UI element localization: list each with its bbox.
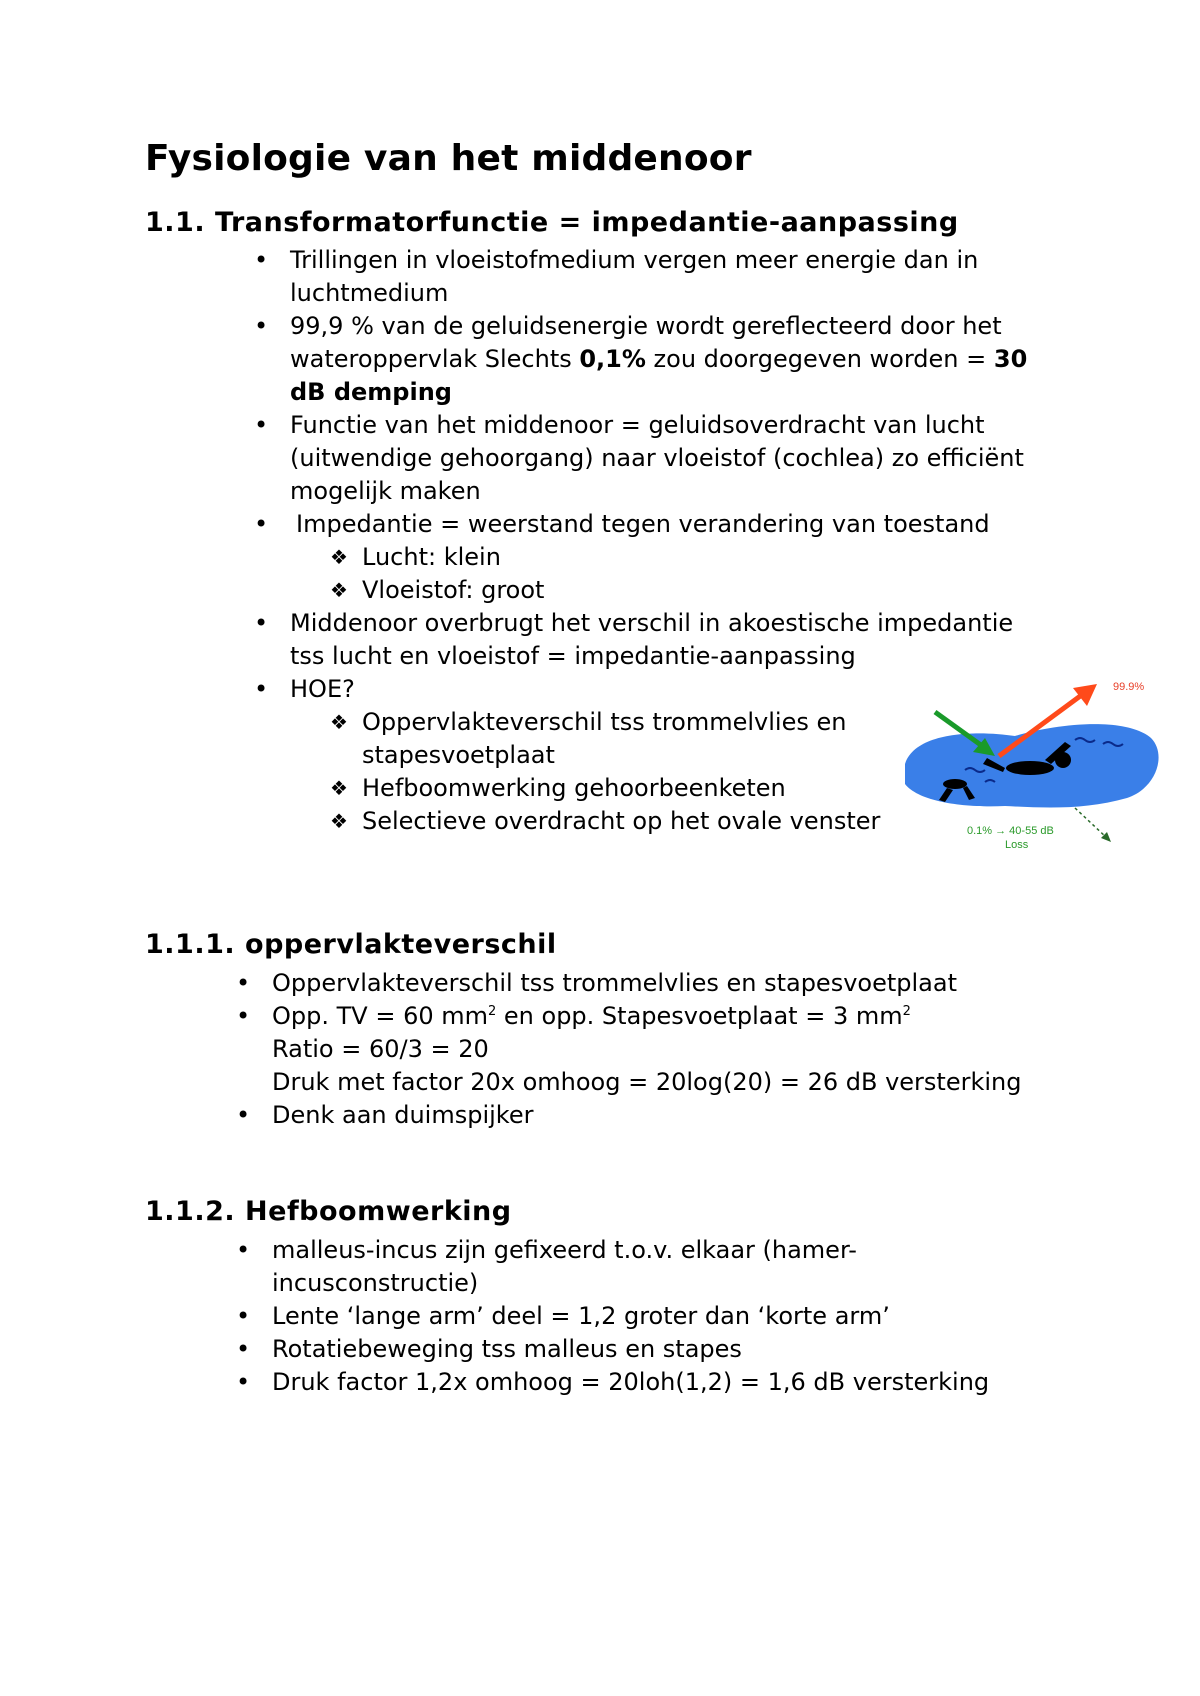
section-heading-oppervlakteverschil: 1.1.1. oppervlakteverschil — [145, 929, 557, 960]
reflection-percentage-label: 99.9% — [1113, 681, 1145, 693]
oppervlakteverschil-list — [272, 967, 1072, 1132]
loss-label: Loss — [1005, 839, 1029, 851]
list-item: • Rotatiebeweging tss malleus en stapes — [272, 1333, 912, 1366]
list-item: • malleus-incus zijn gefixeerd t.o.v. elkaar (hamer-incusconstructie) — [272, 1234, 912, 1300]
transmission-label: 0.1% → 40-55 dB — [967, 825, 1054, 837]
list-item: • Lente ‘lange arm’ deel = 1,2 groter dan ‘korte arm’ — [272, 1300, 912, 1333]
hefboomwerking-list — [272, 1234, 990, 1399]
list-item: • Druk factor 1,2x omhoog = 20loh(1,2) = 1,6 dB versterking — [272, 1366, 1072, 1399]
hoe-sublist — [290, 706, 892, 838]
list-item: • 99,9 % van de geluidsenergie wordt gereflecteerd door het wateroppervlak Slechts 0,1% zou doorgegeven worden = 30 dB demping — [290, 310, 1050, 409]
list-item: • Oppervlakteverschil tss trommelvlies en stapesvoetplaat — [272, 967, 1072, 1000]
document-title: Fysiologie van het middenoor — [145, 138, 752, 179]
list-item: • Impedantie = weerstand tegen verandering van toestand ❖ Lucht: klein ❖ Vloeistof: groot — [290, 508, 1050, 607]
impedantie-sublist — [290, 541, 1050, 607]
list-item: • HOE? ❖ Oppervlakteverschil tss trommelvlies en stapesvoetplaat ❖ Hefboomwerking gehoorbeenketen ❖ Selectieve overdracht op het ovale venster — [290, 673, 1050, 838]
list-item: • Functie van het middenoor = geluidsoverdracht van lucht (uitwendige gehoorgang) naar vloeistof (cochlea) zo efficiënt mogelijk maken — [290, 409, 1050, 508]
section-heading-hefboomwerking: 1.1.2. Hefboomwerking — [145, 1196, 512, 1227]
transmitted-sound-arrow — [1075, 808, 1111, 842]
list-item: • Opp. TV = 60 $mm^2$ en opp. Stapesvoetplaat = 3 $mm^2$ Ratio = 60/3 = 20 Druk met factor 20x omhoog = 20log(20) = 26 dB versterking — [272, 1000, 1072, 1099]
sound-reflection-figure — [895, 672, 1167, 860]
section-heading-transformatorfunctie: 1.1. Transformatorfunctie = impedantie-aanpassing — [145, 207, 959, 238]
list-item: • Middenoor overbrugt het verschil in akoestische impedantie tss lucht en vloeistof = impedantie-aanpassing — [290, 607, 1050, 673]
list-item: • Trillingen in vloeistofmedium vergen meer energie dan in luchtmedium — [290, 244, 1050, 310]
list-item: ❖ Selectieve overdracht op het ovale venster — [362, 805, 892, 838]
list-item: • Denk aan duimspijker — [272, 1099, 1072, 1132]
list-item: ❖ Vloeistof: groot — [362, 574, 1050, 607]
list-item: ❖ Oppervlakteverschil tss trommelvlies en stapesvoetplaat — [362, 706, 892, 772]
list-item: ❖ Hefboomwerking gehoorbeenketen — [362, 772, 892, 805]
list-item: ❖ Lucht: klein — [362, 541, 1050, 574]
